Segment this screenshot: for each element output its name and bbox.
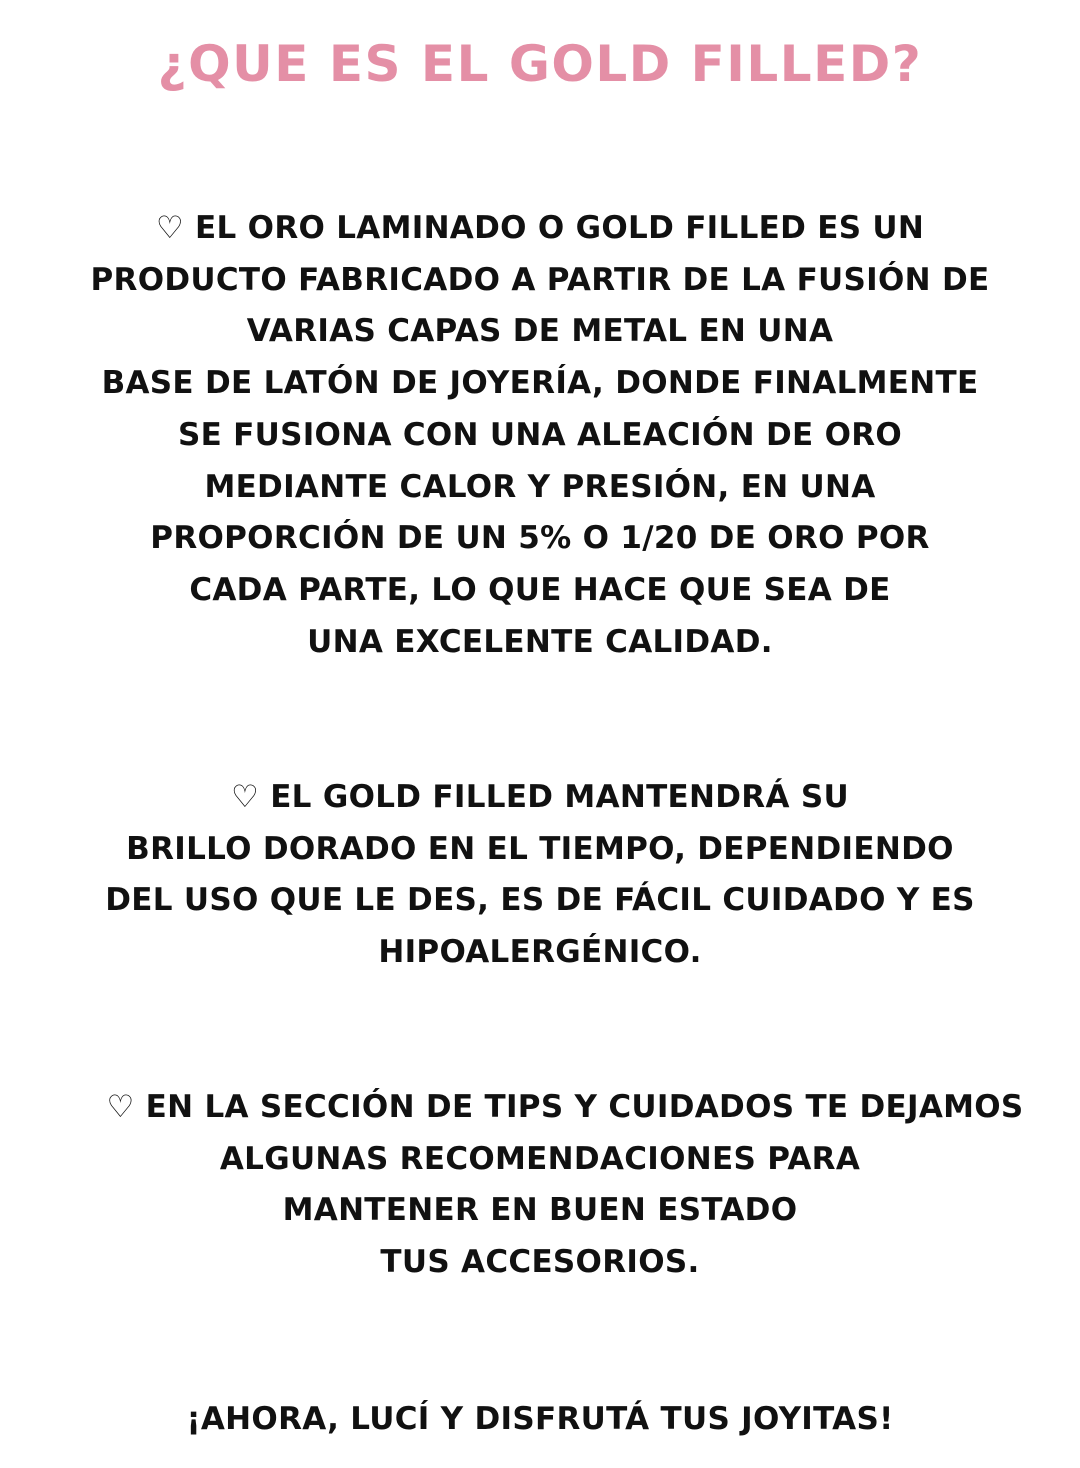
paragraph-line: CADA PARTE, LO QUE HACE QUE SEA DE xyxy=(189,571,891,608)
heart-outline-icon: ♡ xyxy=(155,210,184,246)
paragraph-line-text: EL ORO LAMINADO O GOLD FILLED ES UN xyxy=(195,210,925,246)
paragraph-line: MEDIANTE CALOR Y PRESIÓN, EN UNA xyxy=(204,468,876,505)
closing-message: ¡AHORA, LUCÍ Y DISFRUTÁ TUS JOYITAS! xyxy=(186,1401,894,1437)
paragraph-line-text: EL GOLD FILLED MANTENDRÁ SU xyxy=(270,779,849,815)
paragraph-line: TUS ACCESORIOS. xyxy=(380,1244,700,1281)
paragraph-line: VARIAS CAPAS DE METAL EN UNA xyxy=(246,313,834,350)
paragraph-line: MANTENER EN BUEN ESTADO xyxy=(282,1192,798,1229)
paragraph-line xyxy=(0,772,1080,824)
paragraph-line: PROPORCIÓN DE UN 5% O 1/20 DE ORO POR xyxy=(150,520,930,557)
paragraph-what-is-gold-filled xyxy=(0,203,1080,668)
paragraph-line-text: EN LA SECCIÓN DE TIPS Y CUIDADOS TE DEJAMOS xyxy=(145,1089,1024,1125)
heart-outline-icon: ♡ xyxy=(231,779,260,815)
page-title: ¿QUE ES EL GOLD FILLED? xyxy=(157,35,923,93)
paragraph-line: BRILLO DORADO EN EL TIEMPO, DEPENDIENDO xyxy=(126,830,954,867)
paragraph-line: UNA EXCELENTE CALIDAD. xyxy=(307,623,773,660)
paragraph-line xyxy=(0,203,1080,255)
paragraph-tips-section xyxy=(0,1082,1080,1289)
paragraph-line xyxy=(0,1082,1080,1134)
paragraph-line: SE FUSIONA CON UNA ALEACIÓN DE ORO xyxy=(177,416,903,453)
paragraph-durability xyxy=(0,772,1080,979)
heart-outline-icon: ♡ xyxy=(106,1089,135,1125)
paragraph-line: DEL USO QUE LE DES, ES DE FÁCIL CUIDADO Y ES xyxy=(105,882,975,919)
paragraph-line: BASE DE LATÓN DE JOYERÍA, DONDE FINALMENTE xyxy=(101,365,979,402)
paragraph-line: ALGUNAS RECOMENDACIONES PARA xyxy=(219,1140,861,1177)
paragraph-line: PRODUCTO FABRICADO A PARTIR DE LA FUSIÓN DE xyxy=(90,261,990,298)
paragraph-line: HIPOALERGÉNICO. xyxy=(378,934,702,971)
